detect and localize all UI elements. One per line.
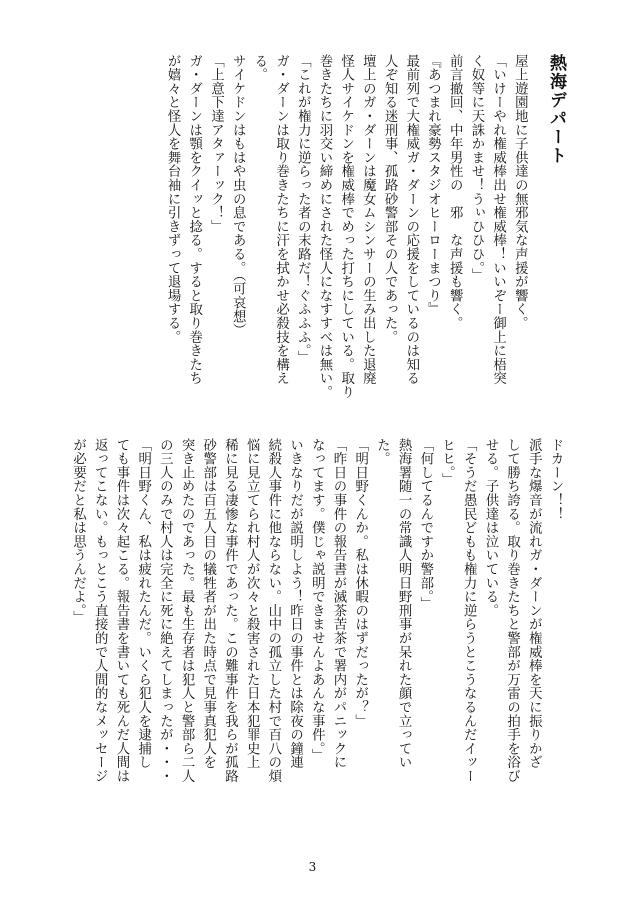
text-line: ドカーン！！ bbox=[548, 438, 563, 521]
page-number: 3 bbox=[308, 860, 317, 874]
text-line: 稀に見る凄惨な事件であった。この難事件を我らが孤路 bbox=[222, 438, 238, 783]
text-line: 「そうだ愚民どもも権力に逆らうとこうなるんだイッー bbox=[461, 438, 477, 783]
text-line: 「上意下達アタァーック！」 bbox=[208, 54, 224, 234]
text-line: く奴等に天誅かませ！うぃひひひ。」 bbox=[468, 54, 484, 282]
text-line: 壇上のガ・ダーンは魔女ムシンサーの生み出した退廃 bbox=[360, 54, 376, 386]
text-line: 返ってこない。もっとこう直接的で人間的なメッセージ bbox=[92, 438, 108, 783]
text-line: ガ・ダーンは取り巻きたちに汗を拭かせ必殺技を構え bbox=[273, 54, 289, 386]
text-line: 続殺人事件に他ならない。山中の孤立した村で百八の煩 bbox=[265, 438, 281, 783]
text-line: 最前列で大権威ガ・ダーンの応援をしているのは知る bbox=[403, 54, 419, 386]
text-line: 砂警部は百五人目の犠牲者が出た時点で見事真犯人を bbox=[200, 438, 216, 770]
chapter-title: 熱海デパート bbox=[546, 54, 566, 165]
text-line: が嬉々と怪人を舞台袖に引きずって退場する。 bbox=[165, 54, 181, 344]
text-line: る。 bbox=[251, 54, 267, 82]
text-line: 突き止めたのであった。最も生存者は犯人と警部ら二人 bbox=[179, 438, 195, 783]
text-line: 巻きたちに羽交い締めにされた怪人になすすべは無い。 bbox=[316, 54, 332, 399]
text-line: 「これが権力に逆らった者の末路だ！ぐふふふ。」 bbox=[295, 54, 311, 365]
text-line: 「何してるんですか警部。」 bbox=[417, 438, 433, 611]
text-line: が必要だと私は思うんだよ。」 bbox=[70, 438, 86, 625]
text-line: 「昨日の事件の報告書が滅茶苦茶で署内がパニックに bbox=[330, 438, 346, 770]
text-line: 「いけーやれ権威棒出せ権威棒！いいぞー御上に梧突 bbox=[490, 54, 506, 386]
text-line: 怪人サイケドンを権威棒でめった打ちにしている。取り bbox=[338, 54, 354, 399]
text-line: せる。子供達は泣いている。 bbox=[482, 438, 498, 618]
text-line: の三人のみで村人は完全に死に絶えてしまったが・・・ bbox=[157, 438, 173, 783]
text-line: 『あつまれ豪勢スタジオヒーローまつり』 bbox=[425, 54, 441, 317]
text-line: 「明日野くんか。私は休暇のはずだったが？」 bbox=[352, 438, 368, 728]
text-line: ても事件は次々起こる。報告書を書いても死んだ人間は bbox=[113, 438, 129, 783]
lower-text-block bbox=[66, 438, 566, 783]
text-line: いきなりだが説明しよう！昨日の事件とは除夜の鐘連 bbox=[287, 438, 303, 770]
text-line: た。 bbox=[374, 438, 390, 466]
text-line: ヒヒ。」 bbox=[439, 438, 455, 487]
text-line: して勝ち誇る。取り巻きたちと警部が万雷の拍手を浴び bbox=[504, 438, 520, 783]
text-line: なってます。僕じゃ説明できませんよあんな事件。」 bbox=[309, 438, 325, 763]
text-line: 屋上遊園地に子供達の無邪気な声援が響く。 bbox=[512, 54, 528, 330]
text-line: 人ぞ知る迷刑事、孤路砂警部その人であった。 bbox=[382, 54, 398, 344]
text-line: 派手な爆音が流れガ・ダーンが権威棒を天に振りかざ bbox=[526, 438, 542, 770]
upper-text-block bbox=[66, 54, 566, 404]
text-line: 熱海署随一の常識人明日野刑事が呆れた顔で立ってい bbox=[396, 438, 412, 770]
text-line: サイケドンはもはや虫の息である。（可哀想） bbox=[230, 54, 246, 338]
text-line: 「明日野くん、私は疲れたんだ。いくら犯人を逮捕し bbox=[135, 438, 151, 770]
text-line: 悩に見立てられ村人が次々と殺害された日本犯罪史上 bbox=[244, 438, 260, 770]
text-line: 前言撤回、中年男性の 邪 な声援も響く。 bbox=[447, 54, 463, 330]
text-line: ガ・ダーンは顎をクイッと捻る。すると取り巻きたち bbox=[186, 54, 202, 386]
